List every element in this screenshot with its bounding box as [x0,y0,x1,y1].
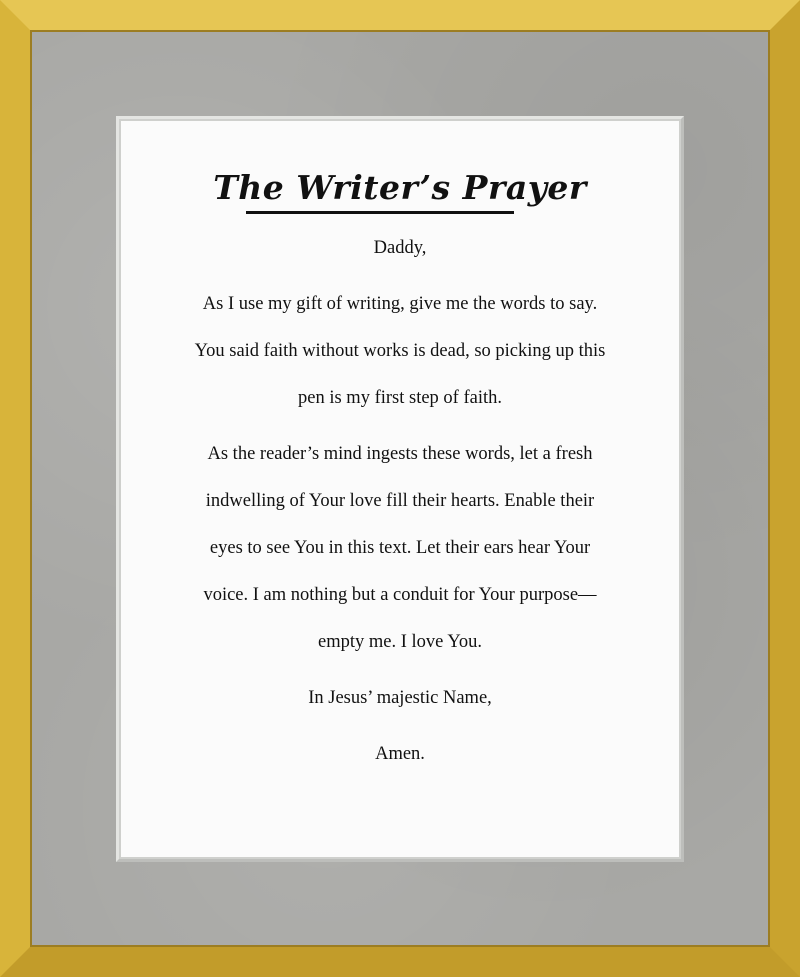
amen-line: Amen. [375,744,425,764]
poem-title: The Writer’s Prayer [213,168,587,207]
stanza1-line-1: As I use my gift of writing, give me the words to say. [202,294,598,314]
closing-line: In Jesus’ majestic Name, [308,688,492,708]
stanza1-line-3: pen is my first step of faith. [298,388,502,408]
stanza2-line-1: As the reader’s mind ingests these words, let a fresh [207,444,593,464]
stanza2-line-3: eyes to see You in this text. Let their ears hear Your [209,538,591,558]
title-underline [246,211,514,214]
stanza2-line-5: empty me. I love You. [318,632,482,652]
salutation: Daddy, [373,238,427,258]
stanza1-line-2: You said faith without works is dead, so picking up this [194,341,606,361]
stanza2-line-4: voice. I am nothing but a conduit for Your purpose— [203,585,597,605]
stanza2-line-2: indwelling of Your love fill their hearts. Enable their [205,491,595,511]
